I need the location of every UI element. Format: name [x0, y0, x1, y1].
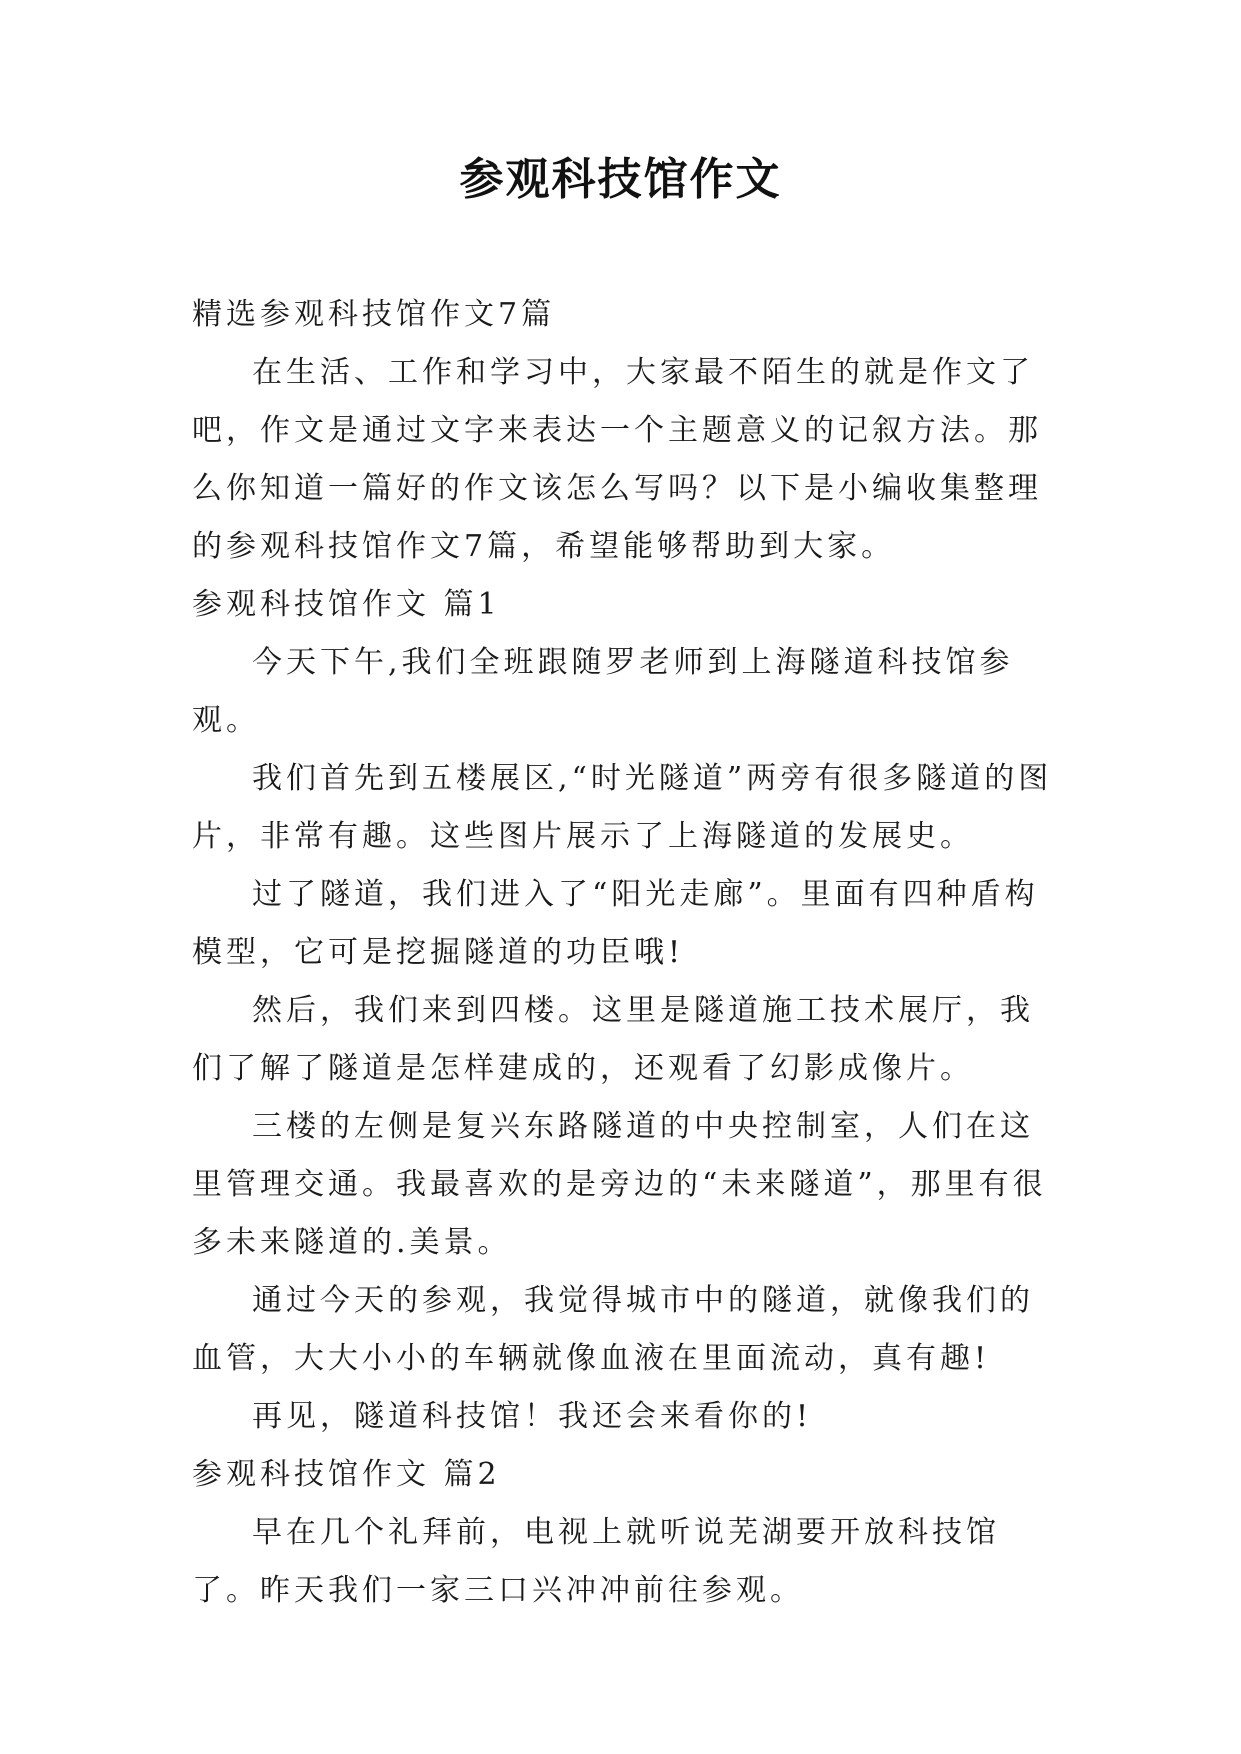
section-heading: 参观科技馆作文 篇2	[192, 1457, 501, 1492]
document-title: 参观科技馆作文	[459, 154, 782, 205]
intro-paragraph: 在生活、工作和学习中，大家最不陌生的就是作文了吧，作文是通过文字来表达一个主题意义的记叙方法。那么你知道一篇好的作文该怎么写吗？以下是小编收集整理的参观科技馆作文7篇，希望能够帮助到大家。	[192, 355, 1042, 564]
section-paragraph: 早在几个礼拜前，电视上就听说芜湖要开放科技馆了。昨天我们一家三口兴冲冲前往参观。	[192, 1515, 1000, 1608]
section-paragraph: 三楼的左侧是复兴东路隧道的中央控制室，人们在这里管理交通。我最喜欢的是旁边的“未来隧道”，那里有很多未来隧道的.美景。	[192, 1109, 1047, 1260]
document-subtitle: 精选参观科技馆作文7篇	[192, 297, 556, 332]
section-heading: 参观科技馆作文 篇1	[192, 587, 501, 622]
section-paragraph: 然后，我们来到四楼。这里是隧道施工技术展厅，我们了解了隧道是怎样建成的，还观看了幻影成像片。	[192, 993, 1034, 1086]
section-paragraph: 再见，隧道科技馆！我还会来看你的!	[252, 1399, 813, 1434]
document-body	[192, 286, 1064, 1620]
section-paragraph: 今天下午,我们全班跟随罗老师到上海隧道科技馆参观。	[192, 645, 1014, 738]
section-paragraph: 我们首先到五楼展区,“时光隧道”两旁有很多隧道的图片，非常有趣。这些图片展示了上海隧道的发展史。	[192, 761, 1053, 854]
section-paragraph: 过了隧道，我们进入了“阳光走廊”。里面有四种盾构模型，它可是挖掘隧道的功臣哦!	[192, 877, 1039, 970]
section-paragraph: 通过今天的参观，我觉得城市中的隧道，就像我们的血管，大大小小的车辆就像血液在里面流动，真有趣!	[192, 1283, 1034, 1376]
